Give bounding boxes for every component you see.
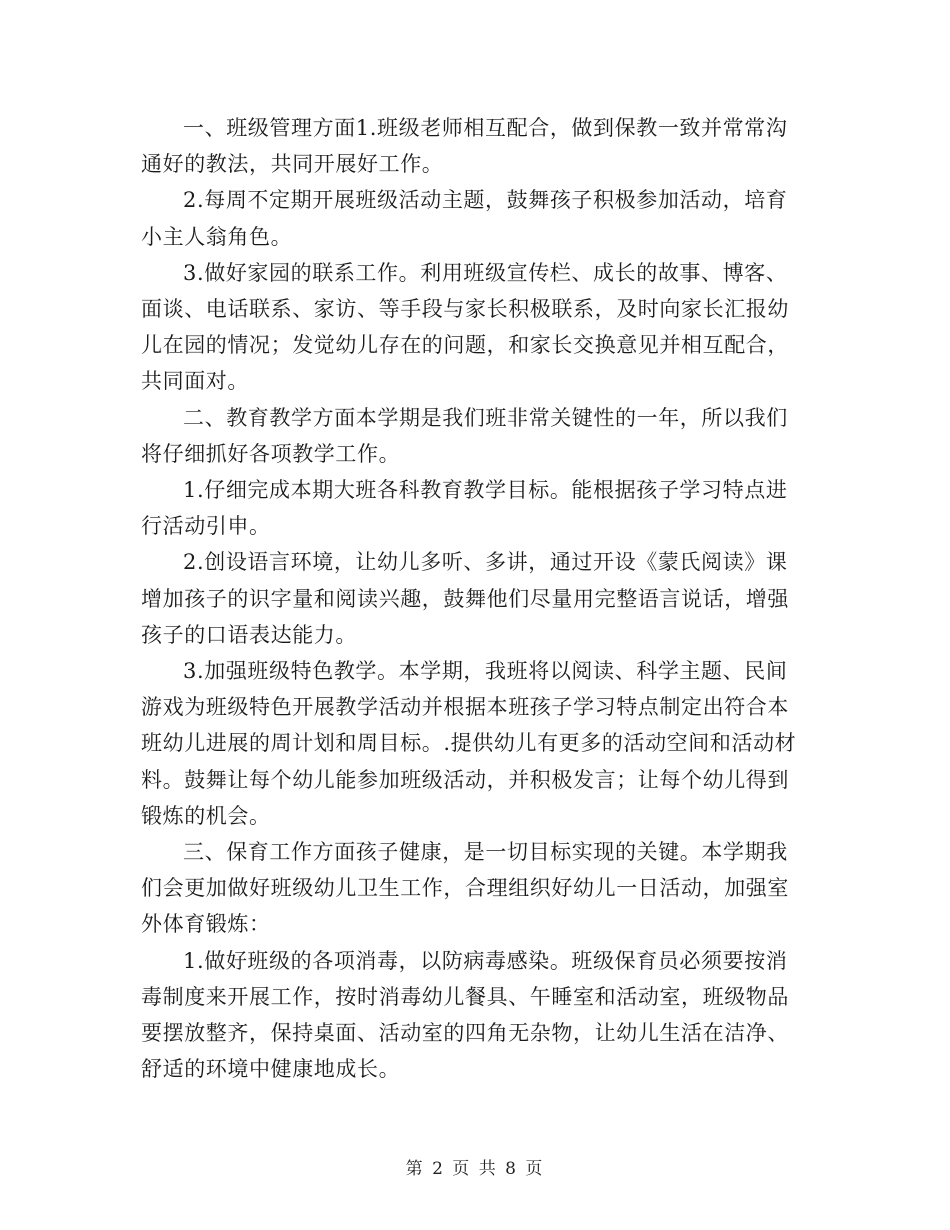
page-number-footer <box>0 1154 950 1179</box>
paragraph <box>141 653 801 834</box>
text-line: 孩子的口语表达能力。 <box>141 622 357 647</box>
text-line: 舒适的环境中健康地成长。 <box>141 1057 401 1082</box>
text-line: 锻炼的机会。 <box>141 803 271 828</box>
text-line: 通好的教法，共同开展好工作。 <box>141 152 444 177</box>
text-line: 班幼儿进展的周计划和周目标。.提供幼儿有更多的活动空间和活动材 <box>141 731 797 756</box>
text-line: 2.每周不定期开展班级活动主题，鼓舞孩子积极参加活动，培育 <box>183 188 788 213</box>
paragraph <box>141 255 801 400</box>
text-line: 3.加强班级特色教学。本学期，我班将以阅读、科学主题、民间 <box>183 659 788 684</box>
text-line: 小主人翁角色。 <box>141 224 293 249</box>
text-line: 1.做好班级的各项消毒，以防病毒感染。班级保育员必须要按消 <box>183 948 788 973</box>
text-line: 面谈、电话联系、家访、等手段与家长积极联系，及时向家长汇报幼 <box>141 297 789 322</box>
text-line: 游戏为班级特色开展教学活动并根据本班孩子学习特点制定出符合本 <box>141 695 789 720</box>
paragraph <box>141 110 801 182</box>
text-line: 毒制度来开展工作，按时消毒幼儿餐具、午睡室和活动室，班级物品 <box>141 984 789 1009</box>
text-line: 三、保育工作方面孩子健康，是一切目标实现的关键。本学期我 <box>183 840 788 865</box>
text-line: 3.做好家园的联系工作。利用班级宣传栏、成长的故事、博客、 <box>183 260 788 285</box>
text-line: 儿在园的情况；发觉幼儿存在的问题，和家长交换意见并相互配合， <box>141 333 789 358</box>
paragraph <box>141 834 801 943</box>
paragraph <box>141 544 801 653</box>
text-line: 共同面对。 <box>141 369 249 394</box>
paragraph <box>141 400 801 472</box>
paragraph <box>141 472 801 544</box>
text-line: 二、教育教学方面本学期是我们班非常关键性的一年，所以我们 <box>183 405 788 430</box>
text-line: 要摆放整齐，保持桌面、活动室的四角无杂物，让幼儿生活在洁净、 <box>141 1021 789 1046</box>
text-line: 一、班级管理方面1.班级老师相互配合，做到保教一致并常常沟 <box>183 116 788 140</box>
text-line: 增加孩子的识字量和阅读兴趣，鼓舞他们尽量用完整语言说话，增强 <box>141 586 789 611</box>
text-line: 1.仔细完成本期大班各科教育教学目标。能根据孩子学习特点进 <box>183 478 788 503</box>
text-line: 料。鼓舞让每个幼儿能参加班级活动，并积极发言；让每个幼儿得到 <box>141 767 789 792</box>
paragraph <box>141 182 801 254</box>
text-line: 们会更加做好班级幼儿卫生工作，合理组织好幼儿一日活动，加强室 <box>141 876 789 901</box>
text-line: 行活动引申。 <box>141 514 271 539</box>
text-line: 2.创设语言环境，让幼儿多听、多讲，通过开设《蒙氏阅读》课 <box>183 550 788 575</box>
text-line: 外体育锻炼： <box>141 912 271 937</box>
page-number-label: 第 2 页 共 8 页 <box>405 1159 545 1179</box>
text-line: 将仔细抓好各项教学工作。 <box>141 441 401 466</box>
paragraph <box>141 943 801 1088</box>
document-body <box>141 110 801 1087</box>
